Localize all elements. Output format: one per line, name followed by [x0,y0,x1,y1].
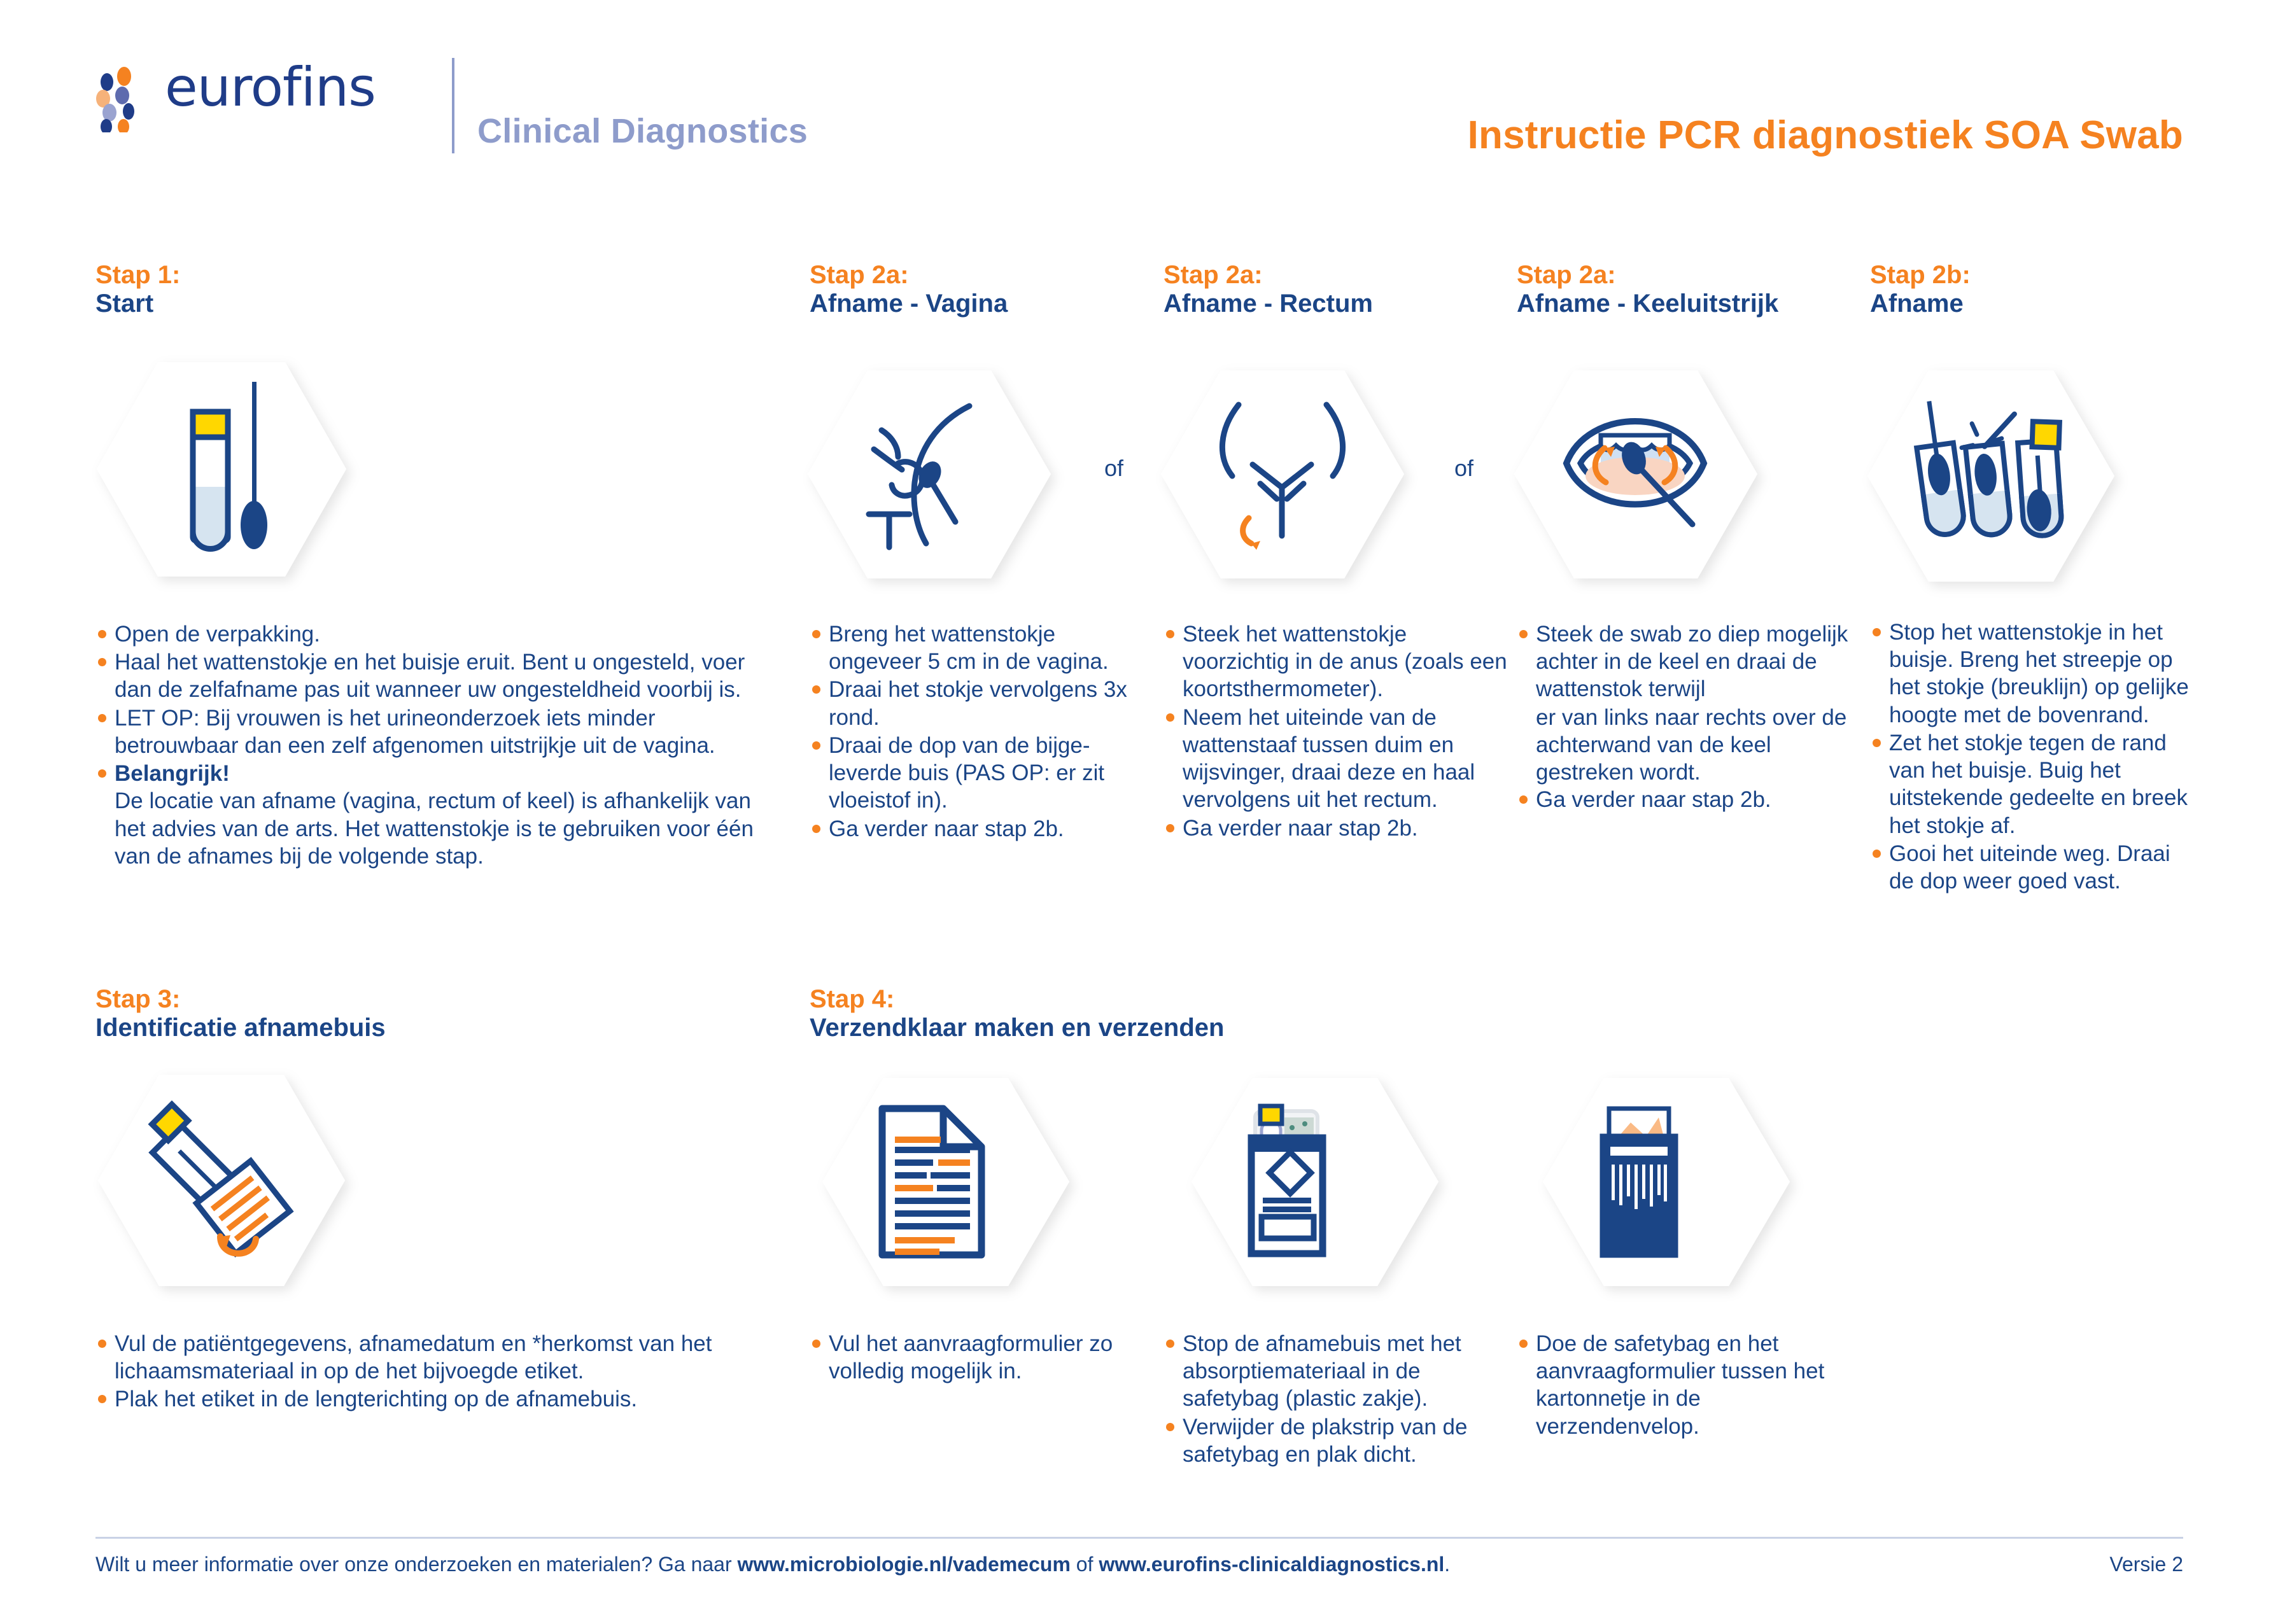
safetybag-icon [1189,1075,1444,1289]
step-subtitle: Verzendklaar maken en verzenden [810,1014,1225,1042]
step-subtitle: Identificatie afnamebuis [95,1014,386,1042]
list-item: Neem het uiteinde van de wattenstaaf tussen duim en wijsvinger, draai deze en haal vervolgens uit het rectum. [1164,704,1507,814]
list-item: Belangrijk! De locatie van afname (vagina, rectum of keel) is afhankelijk van het advies van de arts. Het wattenstokje is te gebruiken voor één van de afnames bij de volgende stap. [95,760,783,870]
eurofins-logo [95,56,376,132]
step-1-bullets [95,620,783,871]
step-subtitle: Afname [1870,290,1964,318]
list-item: Doe de safetybag en het aanvraagformulier tussen het kartonnetje in de verzendenvelop. [1517,1330,1835,1440]
page-footer [95,1537,2183,1576]
step-2a-keel-bullets [1517,620,1854,815]
step-number: Stap 4: [810,985,895,1013]
list-item: Stop de afnamebuis met het absorptiemateriaal in de safetybag (plastic zakje). [1164,1330,1482,1413]
brand-subtitle: Clinical Diagnostics [477,112,808,150]
step-3-bullets [95,1330,783,1414]
list-item: Verwijder de plakstrip van de safetybag en plak dicht. [1164,1413,1482,1468]
list-item: Plak het etiket in de lengterichting op de afnamebuis. [95,1385,783,1413]
footer-text: Wilt u meer informatie over onze onderzoeken en materialen? Ga naar www.microbiologie.nl/vademecum of www.eurofins-clinicaldiagnostics.nl. [95,1553,1451,1576]
page-title: Instructie PCR diagnostiek SOA Swab [1467,113,2183,157]
step-heading-2b [1870,261,1971,318]
logo-divider [452,58,454,153]
step-2a-vagina-bullets [810,620,1141,843]
list-item: Open de verpakking. [95,620,783,648]
step-number: Stap 3: [95,985,181,1013]
list-item: Steek de swab zo diep mogelijk achter in de keel en draai de wattenstok terwijl [1517,620,1854,703]
important-label: Belangrijk! [115,761,230,787]
throat-swab-icon [1512,368,1760,581]
list-item: Haal het wattenstokje en het buisje eruit. Bent u ongesteld, voer dan de zelfafname pas uit wanneer uw ongesteldheid voorbij is. [95,648,783,703]
list-item: Ga verder naar stap 2b. [1164,815,1507,842]
list-item: Draai de dop van de bijge-leverde buis (PAS OP: er zit vloeistof in). [810,732,1141,815]
step-4-envelope-bullets [1517,1330,1835,1441]
footer-link-2[interactable]: www.eurofins-clinicaldiagnostics.nl [1099,1553,1445,1576]
vagina-swab-icon [805,368,1053,581]
step-heading-4 [810,985,1224,1042]
label-tube-icon [95,1072,350,1289]
list-item: Vul de patiëntgegevens, afnamedatum en *herkomst van het lichaamsmateriaal in op de het bijvoegde etiket. [95,1330,783,1385]
list-item: Stop het wattenstokje in het buisje. Breng het streepje op het stokje (breuklijn) op gelijke hoogte met de bovenrand. [1870,619,2195,729]
step-subtitle: Start [95,290,154,318]
logo-dots-icon [95,66,156,132]
envelope-icon [1540,1075,1795,1289]
version-label: Versie 2 [2109,1553,2183,1576]
footer-link-1[interactable]: www.microbiologie.nl/vademecum [737,1553,1071,1576]
step-number: Stap 2a: [1517,261,1616,289]
list-item: Breng het wattenstokje ongeveer 5 cm in de vagina. [810,620,1141,675]
step-heading-1 [95,261,180,318]
step-heading-2a-keel [1517,261,1778,318]
step-2a-rectum-bullets [1164,620,1507,843]
step-subtitle: Afname - Vagina [810,290,1008,318]
list-item: Ga verder naar stap 2b. [810,815,1141,843]
step-number: Stap 2a: [1164,261,1263,289]
footer-divider [95,1537,2183,1539]
separator-of-1: of [1104,455,1124,481]
step-heading-2a-vagina [810,261,1008,318]
step-subtitle: Afname - Rectum [1164,290,1373,318]
brand-name: eurofins [165,56,376,118]
list-item: LET OP: Bij vrouwen is het urineonderzoek iets minder betrouwbaar dan een zelf afgenomen uitstrijkje uit de vagina. [95,704,783,759]
document-icon [820,1075,1074,1289]
step-4-safetybag-bullets [1164,1330,1482,1469]
list-item: Zet het stokje tegen de rand van het buisje. Buig het uitstekende gedeelte en breek het stokje af. [1870,729,2195,839]
step-number: Stap 2b: [1870,261,1971,289]
step-number: Stap 1: [95,261,181,289]
rectum-swab-icon [1158,368,1407,581]
list-item: Gooi het uiteinde weg. Draai de dop weer goed vast. [1870,840,2195,895]
step-subtitle: Afname - Keeluitstrijk [1517,290,1779,318]
tube-and-swab-icon [94,360,349,579]
step-heading-3 [95,985,386,1042]
tubes-break-swab-icon [1865,368,2120,584]
step-2b-bullets [1870,619,2195,895]
step-number: Stap 2a: [810,261,909,289]
list-item: Vul het aanvraagformulier zo volledig mogelijk in. [810,1330,1115,1385]
step-heading-2a-rectum [1164,261,1373,318]
list-item-continuation: er van links naar rechts over de achterwand van de keel gestreken wordt. [1536,704,1847,785]
list-item: Draai het stokje vervolgens 3x rond. [810,676,1141,731]
separator-of-2: of [1454,455,1474,481]
page-header [95,56,2183,157]
list-item: Steek het wattenstokje voorzichtig in de anus (zoals een koortsthermometer). [1164,620,1507,703]
list-item: Ga verder naar stap 2b. [1517,786,1854,813]
step-4-form-bullets [810,1330,1115,1385]
